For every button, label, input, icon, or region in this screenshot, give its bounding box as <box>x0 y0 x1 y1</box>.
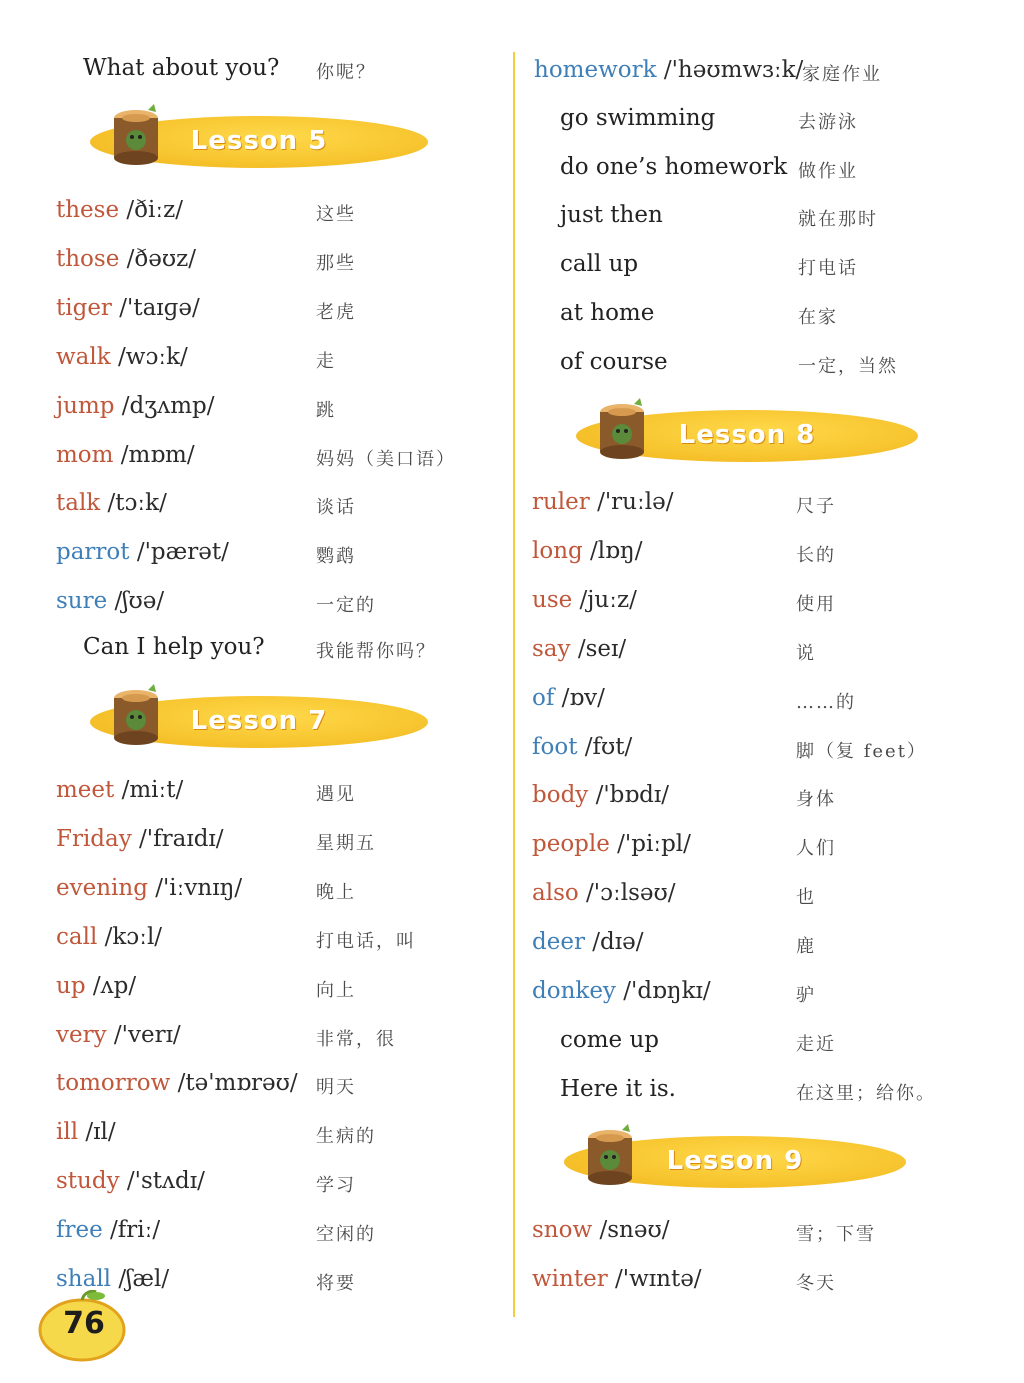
phrase-cn: 走近 <box>796 1034 836 1055</box>
lesson-9-banner <box>564 1136 906 1188</box>
word-row <box>56 966 136 1006</box>
phrase-en: Can I help you? <box>83 634 265 660</box>
word-cn: 也 <box>796 887 816 909</box>
word-en: tomorrow <box>56 1070 171 1097</box>
word-row <box>56 581 164 621</box>
phrase-row <box>560 293 654 333</box>
word-phonetic: /fʊt/ <box>577 733 633 760</box>
word-row <box>56 532 229 572</box>
phrase-en: call up <box>560 251 639 278</box>
phrase-en: just then <box>560 202 663 229</box>
word-en: those <box>56 245 120 272</box>
phrase-row <box>560 342 668 382</box>
word-phonetic: /tɔːk/ <box>100 490 167 517</box>
phrase-row <box>560 195 663 235</box>
phrase-cn: 在家 <box>798 306 838 328</box>
phrase-en: do one’s homework <box>560 153 788 180</box>
word-row <box>532 922 643 962</box>
word-phonetic: /'bɒdɪ/ <box>588 782 669 809</box>
phrase-cn: 在这里；给你。 <box>796 1082 936 1104</box>
word-row <box>56 239 196 279</box>
word-phonetic: /ʃæl/ <box>111 1266 170 1292</box>
word-en: donkey <box>532 978 616 1004</box>
word-row <box>56 386 215 426</box>
word-en: homework <box>534 57 657 83</box>
word-row <box>56 190 183 230</box>
word-en: shall <box>56 1266 112 1292</box>
word-phonetic: /'piːpl/ <box>609 831 691 858</box>
phrase-en: go swimming <box>560 105 716 131</box>
lesson-title: Lesson 7 <box>190 706 328 736</box>
word-phonetic: /'wɪntə/ <box>607 1265 702 1292</box>
word-cn: 脚（复 feet） <box>796 740 927 762</box>
word-en: mom <box>56 441 114 468</box>
phrase-en: come up <box>560 1027 659 1053</box>
word-cn: 一定的 <box>316 595 376 617</box>
word-cn: 人们 <box>796 838 836 860</box>
word-row <box>532 775 669 815</box>
word-row <box>532 678 605 718</box>
word-en: walk <box>56 343 111 370</box>
word-en: free <box>56 1217 103 1244</box>
word-cn: 向上 <box>316 979 356 1001</box>
word-cn: 那些 <box>316 252 356 274</box>
word-phonetic: /'stʌdɪ/ <box>119 1168 205 1195</box>
word-cn: 老虎 <box>316 301 356 323</box>
word-phonetic: /mɒm/ <box>113 441 195 468</box>
word-phonetic: /juːz/ <box>572 586 637 613</box>
word-en: tiger <box>56 294 112 321</box>
word-phonetic: /'taɪɡə/ <box>111 294 200 321</box>
word-row <box>532 531 642 571</box>
word-row <box>56 819 224 859</box>
phrase-cn: 做作业 <box>798 160 858 182</box>
word-phonetic: /'pærət/ <box>129 539 229 566</box>
word-en: long <box>532 537 583 564</box>
word-cn: 家庭作业 <box>802 64 882 85</box>
word-cn: 星期五 <box>316 832 376 854</box>
word-row <box>532 1259 702 1299</box>
word-en: talk <box>56 490 101 517</box>
word-row <box>532 580 637 620</box>
word-cn: 生病的 <box>316 1126 376 1148</box>
phrase-cn: 我能帮你吗？ <box>316 641 436 662</box>
word-cn: 走 <box>316 350 336 372</box>
word-phonetic: /'verɪ/ <box>106 1021 181 1048</box>
word-phonetic: /'dɒŋkɪ/ <box>615 978 711 1004</box>
word-en: meet <box>56 777 115 803</box>
word-phonetic: /dɪə/ <box>584 929 644 956</box>
page-number: 76 <box>63 1306 105 1341</box>
word-phonetic: /ʌp/ <box>85 972 137 999</box>
word-row <box>56 1015 181 1055</box>
word-en: ill <box>56 1119 79 1146</box>
word-cn: 冬天 <box>796 1272 836 1294</box>
word-en: sure <box>56 588 108 615</box>
word-en: evening <box>56 874 148 901</box>
word-row <box>56 337 188 377</box>
word-cn: 谈话 <box>316 497 356 519</box>
word-cn: 鹦鹉 <box>316 546 356 568</box>
phrase-en: at home <box>560 299 655 326</box>
word-cn: 雪；下雪 <box>796 1224 876 1245</box>
word-cn: 晚上 <box>316 881 356 903</box>
lesson-title: Lesson 9 <box>666 1146 804 1176</box>
word-row <box>532 1210 669 1250</box>
phrase-cn: 去游泳 <box>798 112 858 133</box>
word-phonetic: /wɔːk/ <box>110 343 188 370</box>
word-en: of <box>532 684 555 711</box>
word-row <box>56 868 242 908</box>
word-cn: 学习 <box>316 1175 356 1197</box>
phrase-row <box>560 244 638 284</box>
word-row <box>56 1210 160 1250</box>
word-en: jump <box>56 392 115 419</box>
word-en: also <box>532 880 579 907</box>
word-en: say <box>532 635 571 662</box>
word-row <box>532 629 626 669</box>
word-phonetic: /miːt/ <box>114 777 184 803</box>
word-phonetic: /ðəʊz/ <box>119 245 196 272</box>
word-row <box>56 770 183 810</box>
phrase-en: Here it is. <box>560 1075 676 1102</box>
lesson-title: Lesson 5 <box>190 126 328 156</box>
lesson-5-banner <box>90 116 428 168</box>
word-cn: 遇见 <box>316 784 356 805</box>
word-phonetic: /'həʊmwɜːk/ <box>656 57 804 83</box>
word-cn: 尺子 <box>796 496 836 517</box>
word-phonetic: /snəʊ/ <box>592 1217 670 1243</box>
page-number-badge <box>36 1290 132 1362</box>
word-cn: 使用 <box>796 593 836 615</box>
word-phonetic: /'fraɪdɪ/ <box>131 825 224 852</box>
word-phonetic: /'ruːlə/ <box>589 489 674 515</box>
phrase-cn: 就在那时 <box>798 209 878 231</box>
phrase-row <box>560 147 787 187</box>
word-phonetic: /tə'mɒrəʊ/ <box>170 1070 298 1097</box>
word-phonetic: /seɪ/ <box>570 635 627 662</box>
phrase-row <box>560 1069 676 1109</box>
word-row <box>532 727 632 767</box>
word-cn: 跳 <box>316 399 336 421</box>
word-phonetic: /friː/ <box>102 1217 161 1244</box>
word-row <box>56 435 195 475</box>
word-en: use <box>532 586 573 613</box>
word-en: deer <box>532 929 585 956</box>
word-cn: 打电话，叫 <box>316 930 416 952</box>
word-row <box>532 824 691 864</box>
word-en: snow <box>532 1217 593 1243</box>
word-cn: 将要 <box>316 1273 356 1294</box>
phrase-row <box>560 98 715 138</box>
word-en: study <box>56 1168 120 1195</box>
word-en: ruler <box>532 489 590 515</box>
word-phonetic: /dʒʌmp/ <box>114 392 215 419</box>
column-divider <box>513 52 515 1317</box>
word-phonetic: /kɔːl/ <box>97 923 163 950</box>
word-en: people <box>532 831 610 858</box>
word-row <box>534 50 803 90</box>
word-en: parrot <box>56 539 130 566</box>
word-phonetic: /ɒv/ <box>554 684 605 711</box>
word-en: winter <box>532 1265 608 1292</box>
word-cn: 妈妈（美口语） <box>316 448 456 470</box>
phrase-en: What about you? <box>83 55 280 81</box>
word-en: Friday <box>56 825 132 852</box>
phrase-cn: 你呢？ <box>316 62 376 83</box>
word-phonetic: /lɒŋ/ <box>582 537 643 564</box>
phrase-cn: 打电话 <box>798 258 858 280</box>
word-row <box>56 1112 116 1152</box>
word-cn: 鹿 <box>796 936 816 958</box>
word-row <box>532 971 711 1011</box>
word-cn: 非常，很 <box>316 1028 396 1050</box>
word-en: up <box>56 972 86 999</box>
word-en: call <box>56 923 98 950</box>
phrase-cn: 一定，当然 <box>798 355 898 377</box>
word-row <box>532 482 673 522</box>
word-cn: 明天 <box>316 1077 356 1099</box>
word-row <box>56 288 200 328</box>
word-phonetic: /ɪl/ <box>78 1119 116 1146</box>
word-en: these <box>56 197 120 223</box>
word-row <box>56 483 167 523</box>
word-phonetic: /'iːvnɪŋ/ <box>147 874 243 901</box>
phrase-row <box>83 627 265 667</box>
word-row <box>56 1161 205 1201</box>
word-cn: 空闲的 <box>316 1224 376 1246</box>
word-row <box>56 1063 298 1103</box>
phrase-en: of course <box>560 348 668 375</box>
lesson-7-banner <box>90 696 428 748</box>
word-cn: 这些 <box>316 204 356 225</box>
word-row <box>532 873 676 913</box>
word-en: very <box>56 1021 107 1048</box>
word-cn: 长的 <box>796 544 836 566</box>
word-cn: 驴 <box>796 985 816 1006</box>
word-phonetic: /'ɔːlsəʊ/ <box>578 880 676 907</box>
word-phonetic: /ðiːz/ <box>119 197 183 223</box>
word-cn: 身体 <box>796 789 836 811</box>
word-phonetic: /ʃʊə/ <box>107 588 165 615</box>
word-row <box>56 917 162 957</box>
word-cn: 说 <box>796 642 816 664</box>
phrase-row <box>83 48 279 88</box>
word-cn: ……的 <box>796 691 856 713</box>
word-en: body <box>532 782 589 809</box>
lesson-8-banner <box>576 410 918 462</box>
phrase-row <box>560 1020 659 1060</box>
lesson-title: Lesson 8 <box>678 420 816 450</box>
word-en: foot <box>532 733 578 760</box>
